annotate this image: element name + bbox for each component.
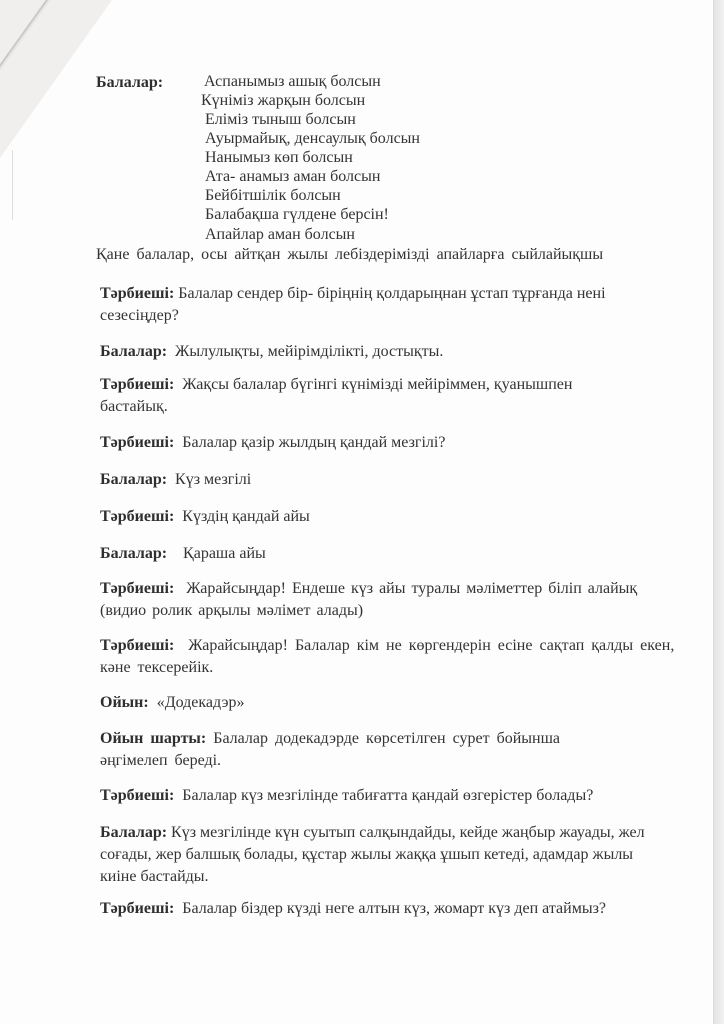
dialogue-entry xyxy=(100,432,670,454)
poem-line: Еліміз тыныш болсын xyxy=(205,111,356,128)
dialogue-entry xyxy=(100,898,670,920)
speaker-label: Ойын шарты: xyxy=(100,730,207,747)
dialogue-text: Жылулықты, мейірімділікті, достықты. xyxy=(175,343,444,360)
dialogue-text: Күз мезгілінде күн суытып салқындайды, кейде жаңбыр жауады, жел соғады, жер балшық болады, құстар жылы жаққа ұшып кетеді, адамдар жылы киіне бастайды. xyxy=(100,824,645,885)
speaker-label: Тәрбиеші: xyxy=(100,900,175,917)
dialogue-entry xyxy=(100,506,670,528)
dialogue-text: Балалар күз мезгілінде табиғатта қандай өзгерістер болады? xyxy=(182,787,594,804)
dialogue-entry xyxy=(100,341,670,363)
dialogue-text: Балалар сендер бір- біріңнің қолдарыңнан ұстап тұрғанда нені сезесіңдер? xyxy=(100,285,606,324)
dialogue-text: «Додекадэр» xyxy=(156,694,245,711)
speaker-label: Тәрбиеші: xyxy=(100,637,175,654)
poem-speaker: Балалар: xyxy=(96,74,164,91)
speaker-label: Балалар: xyxy=(100,545,168,562)
dialogue-entry xyxy=(100,692,670,714)
dialogue-text: Балалар додекадэрде көрсетілген сурет бойынша әңгімелеп береді. xyxy=(100,730,561,769)
dialogue-text: Күздің қандай айы xyxy=(182,508,310,525)
dialogue-entry xyxy=(100,785,670,807)
poem-line: Аспанымыз ашық болсын xyxy=(204,73,381,90)
dialogue-text: Қараша айы xyxy=(183,545,266,562)
poem-line: Балабақша гүлдене берсін! xyxy=(205,206,389,223)
speaker-label: Балалар: xyxy=(100,343,168,360)
speaker-label: Ойын: xyxy=(100,694,149,711)
speaker-label: Тәрбиеші: xyxy=(100,434,175,451)
page-edge xyxy=(713,0,724,1024)
speaker-label: Балалар: xyxy=(100,471,168,488)
dialogue-text: Жарайсыңдар! Балалар кім не көргендерін есіне сақтап қалды екен, кәне тексерейік. xyxy=(100,637,675,676)
dialogue-entry xyxy=(100,728,620,772)
speaker-label: Тәрбиеші: xyxy=(100,285,175,302)
speaker-label: Тәрбиеші: xyxy=(100,508,175,525)
dialogue-entry xyxy=(100,283,670,327)
dialogue-entry xyxy=(100,635,675,679)
dialogue-text: Жарайсыңдар! Ендеше күз айы туралы мәліметтер біліп алайық (видио ролик арқылы мәлімет алады) xyxy=(100,580,638,619)
poem-line: Ата- анамыз аман болсын xyxy=(205,168,381,185)
poem-line: Апайлар аман болсын xyxy=(205,226,355,243)
dialogue-text: Жақсы балалар бүгінгі күнімізді мейіріммен, қуанышпен бастайық. xyxy=(100,376,573,415)
speaker-label: Тәрбиеші: xyxy=(100,376,175,393)
dialogue-text: Күз мезгілі xyxy=(175,471,252,488)
speaker-label: Балалар: xyxy=(100,824,168,841)
poem-line: Бейбітшілік болсын xyxy=(205,187,341,204)
speaker-label: Тәрбиеші: xyxy=(100,580,175,597)
scan-mark xyxy=(12,150,13,220)
dialogue-text: Балалар біздер күзді неге алтын күз, жомарт күз деп атаймыз? xyxy=(182,900,606,917)
dialogue-entry xyxy=(100,822,670,888)
poem-line: Нанымыз көп болсын xyxy=(205,149,353,166)
dialogue-text: Балалар қазір жылдың қандай мезгілі? xyxy=(182,434,446,451)
dialogue-entry xyxy=(100,578,675,622)
poem-line: Күніміз жарқын болсын xyxy=(201,92,366,109)
speaker-label: Тәрбиеші: xyxy=(100,787,175,804)
dialogue-entry xyxy=(100,543,670,565)
intro-line: Қане балалар, осы айтқан жылы лебіздерімізді апайларға сыйлайықшы xyxy=(96,246,604,263)
poem-line: Ауырмайық, денсаулық болсын xyxy=(205,130,420,147)
dialogue-entry xyxy=(100,374,640,418)
dialogue-entry xyxy=(100,469,670,491)
